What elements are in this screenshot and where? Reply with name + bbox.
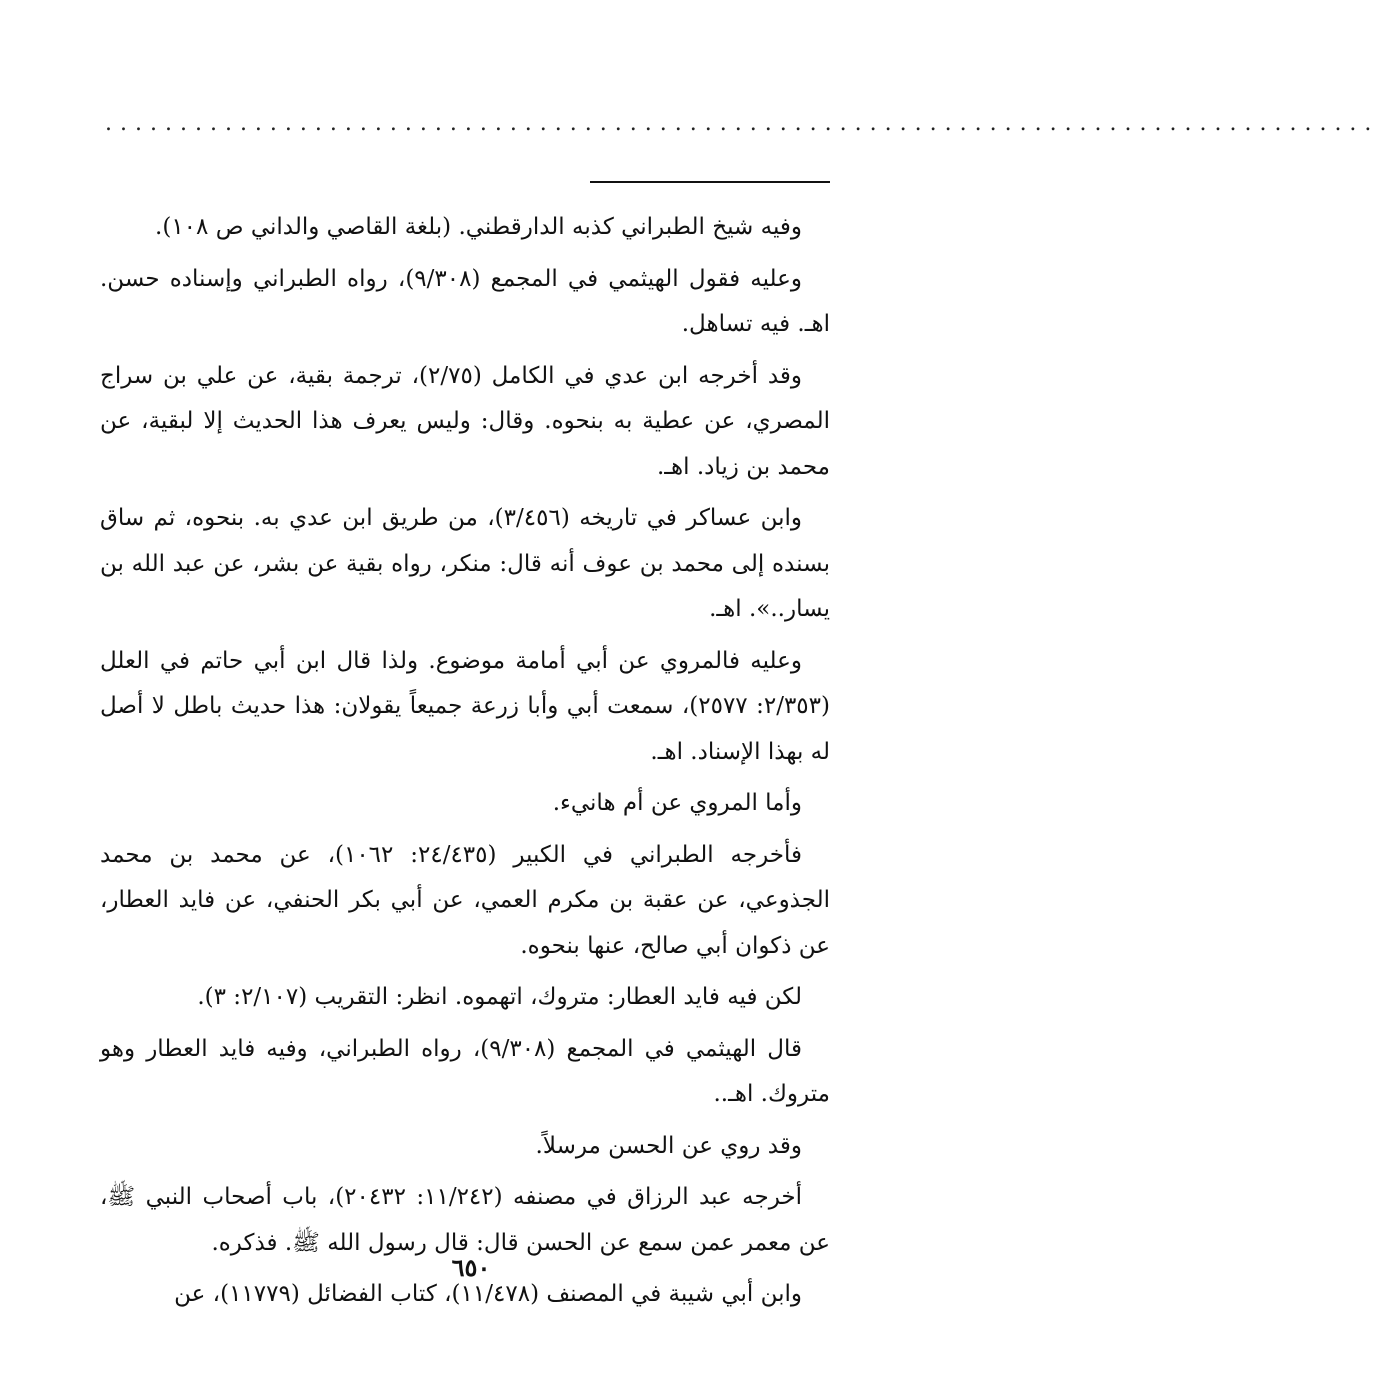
page-number: ٦٥٠	[451, 1253, 491, 1282]
paragraph-2: وعليه فقول الهيثمي في المجمع (٩/٣٠٨)، رواه الطبراني وإسناده حسن. اهـ. فيه تساهل.	[100, 265, 830, 337]
dotted-separator: .....................................................................................	[105, 111, 1379, 136]
paragraph-4: وابن عساكر في تاريخه (٣/٤٥٦)، من طريق ابن عدي به. بنحوه، ثم ساق بسنده إلى محمد بن عوف أنه قال: منكر، رواه بقية عن بشر، عن عبد الله بن يسار..». اهـ.	[100, 505, 830, 622]
paragraph-1: وفيه شيخ الطبراني كذبه الدارقطني. (بلغة القاصي والداني ص ١٠٨).	[155, 214, 802, 240]
paragraph-5: وعليه فالمروي عن أبي أمامة موضوع. ولذا قال ابن أبي حاتم في العلل (٢/٣٥٣: ٢٥٧٧)، سمعت أبي وأبا زرعة جميعاً يقولان: هذا حديث باطل لا أصل له بهذا الإسناد. اهـ.	[100, 647, 830, 765]
footnote-rule	[590, 181, 830, 183]
paragraph-7: فأخرجه الطبراني في الكبير (٢٤/٤٣٥: ١٠٦٢)، عن محمد بن محمد الجذوعي، عن عقبة بن مكرم العمي، عن أبي بكر الحنفي، عن فايد العطار، عن ذكوان أبي صالح، عنها بنحوه.	[100, 841, 830, 959]
paragraph-9: قال الهيثمي في المجمع (٩/٣٠٨)، رواه الطبراني، وفيه فايد العطار وهو متروك. اهـ..	[100, 1035, 830, 1107]
paragraph-8: لكن فيه فايد العطار: متروك، اتهموه. انظر: التقريب (٢/١٠٧: ٣).	[197, 984, 802, 1010]
footnote-text	[100, 205, 830, 1324]
paragraph-10: وقد روي عن الحسن مرسلاً.	[535, 1132, 802, 1159]
paragraph-6: وأما المروي عن أم هانيء.	[552, 790, 802, 816]
paragraph-12: وابن أبي شيبة في المصنف (١١/٤٧٨)، كتاب الفضائل (١١٧٧٩)، عن	[174, 1281, 802, 1307]
paragraph-3: وقد أخرجه ابن عدي في الكامل (٢/٧٥)، ترجمة بقية، عن علي بن سراج المصري، عن عطية به بنحوه. وقال: وليس يعرف هذا الحديث إلا لبقية، عن محمد بن زياد. اهـ.	[100, 362, 830, 480]
paragraph-11: أخرجه عبد الرزاق في مصنفه (١١/٢٤٢: ٢٠٤٣٢)، باب أصحاب النبي ﷺ، عن معمر عمن سمع عن الحسن قال: قال رسول الله ﷺ. فذكره.	[100, 1184, 830, 1256]
